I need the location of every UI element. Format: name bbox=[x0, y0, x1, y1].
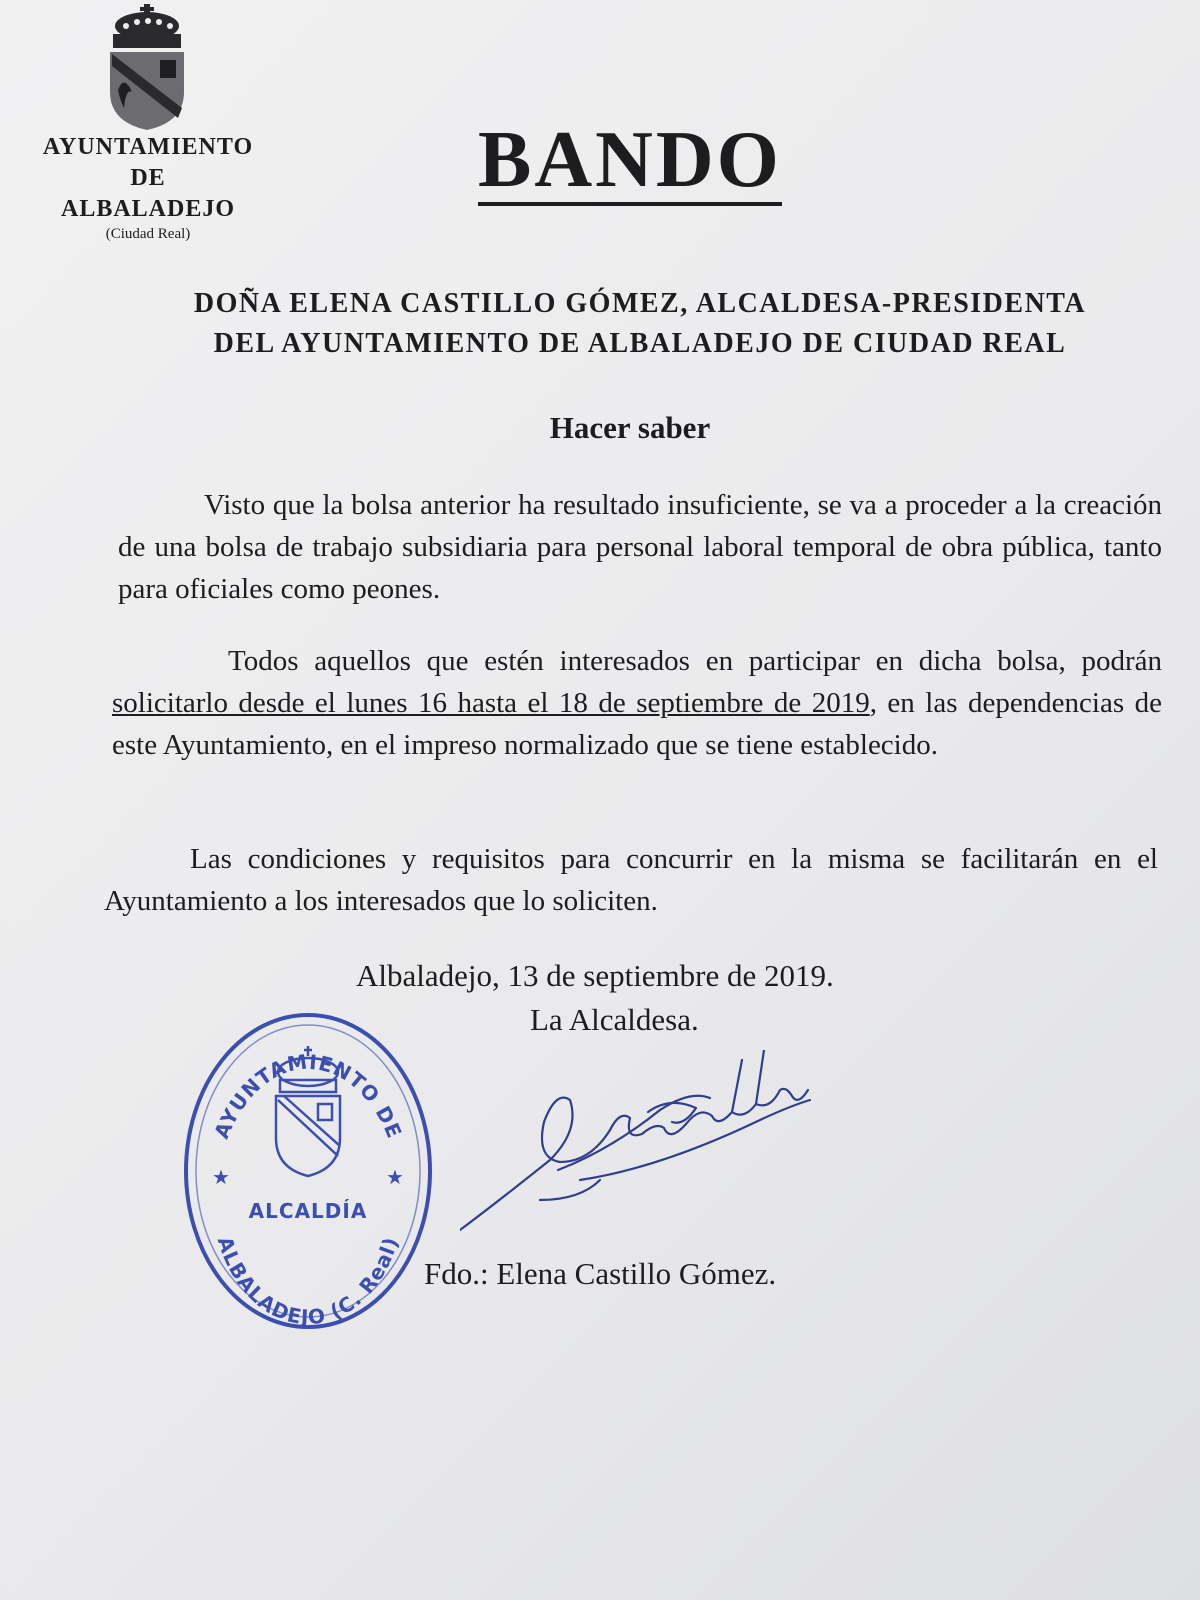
official-stamp bbox=[178, 1006, 438, 1336]
paragraph-3: Las condiciones y requisitos para concurrir en la misma se facilitarán en el Ayuntamiento a los interesados que lo soliciten. bbox=[104, 843, 1158, 917]
council-province: (Ciudad Real) bbox=[105, 226, 191, 242]
paragraph-2-end: , en las dependencias de este Ayuntamiento, en el impreso normalizado que se tiene establecido. bbox=[112, 687, 1162, 761]
issuer-heading-line1: DOÑA ELENA CASTILLO GÓMEZ, ALCALDESA-PRESIDENTA bbox=[193, 288, 1087, 319]
stamp-bottom-text: ALBALADEJO (C. Real) bbox=[212, 1233, 404, 1330]
handwritten-signature bbox=[460, 1050, 840, 1240]
paragraph-2 bbox=[112, 640, 1162, 766]
stamp-center-text: ALCALDÍA bbox=[248, 1199, 368, 1223]
issuer-heading-line2: DEL AYUNTAMIENTO DE ALBALADEJO DE CIUDAD REAL bbox=[213, 328, 1067, 359]
council-name-line3: ALBALADEJO bbox=[60, 196, 236, 222]
council-name-line2: DE bbox=[130, 165, 166, 191]
issuer-heading bbox=[130, 284, 1150, 364]
signature-name: Fdo.: Elena Castillo Gómez. bbox=[424, 1256, 777, 1291]
signer-role: La Alcaldesa. bbox=[530, 1002, 699, 1037]
place-date: Albaladejo, 13 de septiembre de 2019. bbox=[356, 958, 834, 993]
council-name-line1: AYUNTAMIENTO bbox=[42, 134, 254, 160]
stamp-star-right-icon: ★ bbox=[386, 1165, 405, 1189]
subheading: Hacer saber bbox=[549, 410, 711, 445]
council-name bbox=[8, 132, 288, 243]
application-period: solicitarlo desde el lunes 16 hasta el 18 de septiembre de 2019 bbox=[112, 687, 870, 719]
coat-of-arms-icon bbox=[104, 4, 192, 132]
stamp-star-left-icon: ★ bbox=[212, 1165, 231, 1189]
paragraph-2-start: Todos aquellos que estén interesados en participar en dicha bolsa, podrán bbox=[228, 645, 1162, 677]
paragraph-1: Visto que la bolsa anterior ha resultado insuficiente, se va a proceder a la creación de una bolsa de trabajo subsidiaria para personal laboral temporal de obra pública, tanto para oficiales como peones. bbox=[118, 489, 1162, 605]
document-title: BANDO bbox=[478, 116, 782, 204]
stamp-top-text: AYUNTAMIENTO DE bbox=[209, 1049, 407, 1143]
